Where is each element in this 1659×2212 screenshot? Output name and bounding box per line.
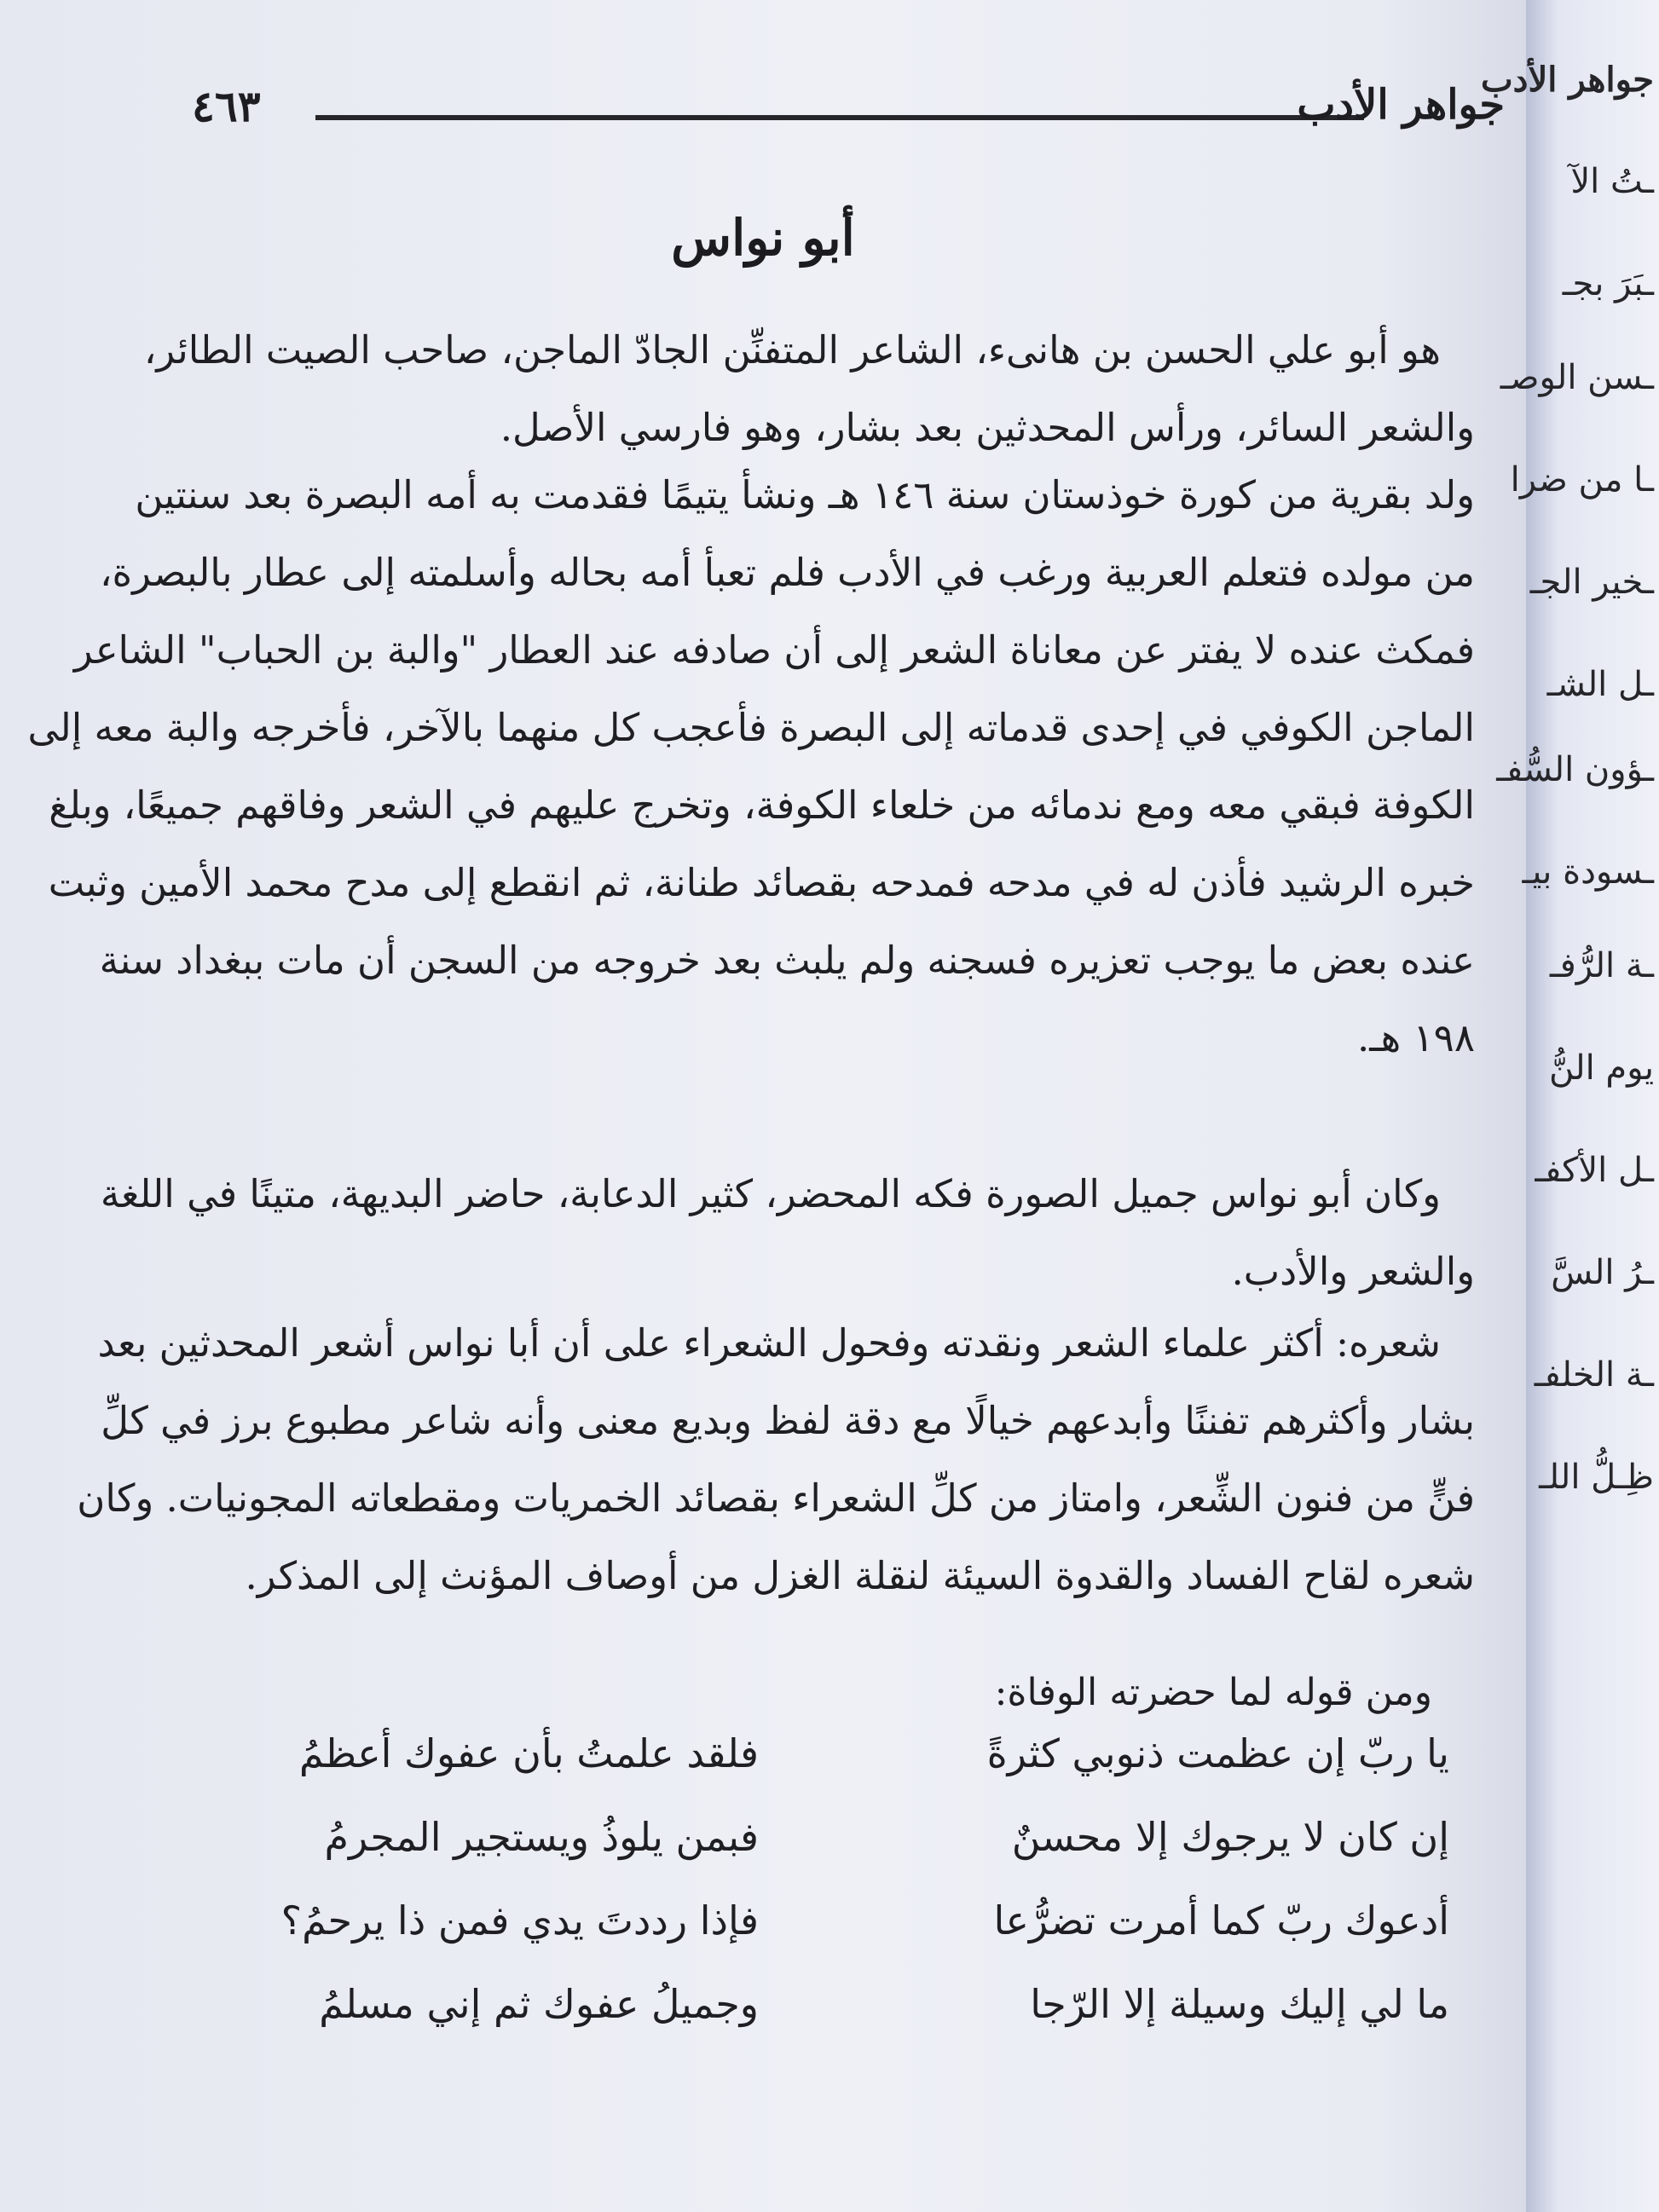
verse-second-hemistich: فلقد علمتُ بأن عفوك أعظمُ xyxy=(298,1730,759,1776)
page-header xyxy=(192,81,1505,141)
text-line: الكوفة فبقي معه ومع ندمائه من خلعاء الكوفة، وتخرج عليهم في الشعر وفاقهم جميعًا، وبلغ xyxy=(49,783,1475,828)
paragraph-intro xyxy=(143,311,1475,466)
adjacent-text-fragment: ـة الخلفـ xyxy=(1534,1355,1654,1395)
verse-second-hemistich: وجميلُ عفوك ثم إني مسلمُ xyxy=(319,1981,759,2027)
adjacent-text-fragment: ظِـلُّ اللـ xyxy=(1539,1458,1654,1497)
text-line: شعره لقاح الفساد والقدوة السيئة لنقلة الغزل من أوصاف المؤنث إلى المذكر. xyxy=(245,1553,1475,1598)
verse-first-hemistich: يا ربّ إن عظمت ذنوبي كثرةً xyxy=(986,1730,1449,1776)
verse-first-hemistich: ما لي إليك وسيلة إلا الرّجا xyxy=(1030,1981,1449,2027)
verse-second-hemistich: فإذا رددتَ يدي فمن ذا يرحمُ؟ xyxy=(280,1897,759,1943)
paragraph-character xyxy=(100,1155,1475,1310)
adjacent-text-fragment: ـخير الجـ xyxy=(1529,563,1654,602)
adjacent-text-fragment: ـسودة بيـ xyxy=(1522,852,1654,892)
adjacent-text-fragment: ـبَرَ بجـ xyxy=(1562,264,1654,303)
text-line: عنده بعض ما يوجب تعزيره فسجنه ولم يلبث بعد خروجه من السجن أن مات ببغداد سنة xyxy=(99,938,1475,983)
adjacent-text-fragment: ـؤون السُّفـ xyxy=(1496,750,1654,789)
header-rule xyxy=(315,115,1364,120)
text-line: هو أبو علي الحسن بن هانىء، الشاعر المتفنِّن الجادّ الماجن، صاحب الصيت الطائر، xyxy=(143,327,1441,373)
adjacent-text-fragment: ـتُ الآ xyxy=(1570,162,1654,201)
text-line: فمكث عنده لا يفتر عن معاناة الشعر إلى أن صادفه عند العطار "والبة بن الحباب" الشاعر xyxy=(73,627,1475,673)
text-line: الماجن الكوفي في إحدى قدماته إلى البصرة فأعجب كل منهما بالآخر، فأخرجه والبة معه إلى xyxy=(27,705,1475,750)
verse-line xyxy=(192,1814,1449,1891)
adjacent-text-fragment: يوم النُّ xyxy=(1548,1048,1654,1088)
adjacent-text-fragment: ـرُ السَّ xyxy=(1551,1253,1654,1292)
text-line: ١٩٨ هـ. xyxy=(1356,1015,1475,1060)
adjacent-text-fragment: ـل الشـ xyxy=(1546,665,1654,704)
verse-second-hemistich: فبمن يلوذُ ويستجير المجرمُ xyxy=(324,1814,759,1860)
verse-line xyxy=(192,1897,1449,1974)
text-line: والشعر والأدب. xyxy=(1231,1249,1475,1294)
paragraph-poetry xyxy=(77,1304,1475,1614)
verse-intro: ومن قوله لما حضرته الوفاة: xyxy=(994,1671,1432,1714)
page-number: ٤٦٣ xyxy=(192,81,261,131)
text-line: وكان أبو نواس جميل الصورة فكه المحضر، كثير الدعابة، حاضر البديهة، متينًا في اللغة xyxy=(100,1171,1441,1216)
text-line: من مولده فتعلم العربية ورغب في الأدب فلم تعبأ أمه بحاله وأسلمته إلى عطار بالبصرة، xyxy=(100,550,1475,595)
adjacent-running-title: جواهر الأدب xyxy=(1481,60,1654,100)
adjacent-page-edge xyxy=(1481,0,1659,2212)
adjacent-text-fragment: ـسن الوصـ xyxy=(1500,358,1654,397)
verse-line xyxy=(192,1730,1449,1807)
chapter-title: أبو نواس xyxy=(671,209,855,267)
text-line: فنٍّ من فنون الشِّعر، وامتاز من كلِّ الشعراء بقصائد الخمريات ومقطعاته المجونيات. وكان xyxy=(77,1476,1475,1521)
text-line: خبره الرشيد فأذن له في مدحه فمدحه بقصائد طنانة، ثم انقطع إلى مدح محمد الأمين وثبت xyxy=(48,860,1475,905)
text-line: ولد بقرية من كورة خوذستان سنة ١٤٦ هـ ونشأ يتيمًا فقدمت به أمه البصرة بعد سنتين xyxy=(135,472,1475,517)
running-title: جواهر الأدب xyxy=(1297,81,1505,129)
adjacent-text-fragment: ـا من ضرا xyxy=(1510,460,1654,500)
paragraph-biography xyxy=(27,456,1475,1077)
adjacent-text-fragment: ـل الأكفـ xyxy=(1535,1151,1654,1190)
text-line: شعره: أكثر علماء الشعر ونقدته وفحول الشعراء على أن أبا نواس أشعر المحدثين بعد xyxy=(97,1320,1441,1366)
text-line: بشار وأكثرهم تفننًا وأبدعهم خيالًا مع دقة لفظ وبديع معنى وأنه شاعر مطبوع برز في كلِّ xyxy=(101,1398,1475,1443)
verse-first-hemistich: إن كان لا يرجوك إلا محسنٌ xyxy=(1011,1814,1449,1860)
verse-line xyxy=(192,1981,1449,2058)
text-line: والشعر السائر، ورأس المحدثين بعد بشار، وهو فارسي الأصل. xyxy=(500,405,1475,450)
adjacent-text-fragment: ـة الرُّفـ xyxy=(1549,946,1654,985)
verse-first-hemistich: أدعوك ربّ كما أمرت تضرُّعا xyxy=(993,1897,1449,1943)
